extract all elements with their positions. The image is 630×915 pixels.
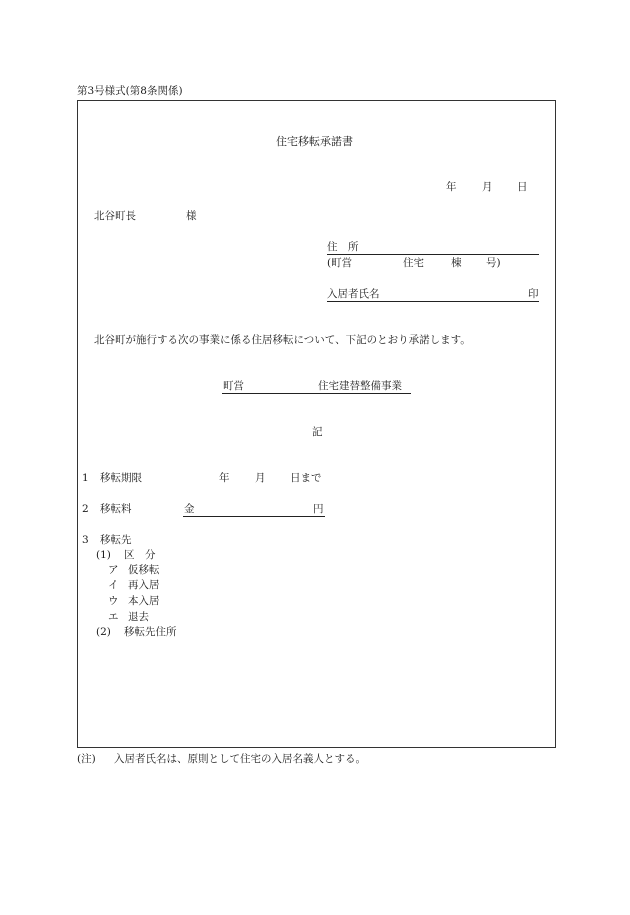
item2-yen: 円 <box>313 503 324 515</box>
note-text: 入居者氏名は、原則として住宅の入居名義人とする。 <box>114 753 366 765</box>
sub2-label: 移転先住所 <box>124 626 177 638</box>
option-label: 本入居 <box>128 595 160 607</box>
address-detail-house: 住宅 <box>403 257 424 269</box>
sub1-number: (1) <box>96 549 111 561</box>
project-suffix: 住宅建替整備事業 <box>318 380 402 392</box>
addressee-name: 北谷町長 <box>94 210 136 222</box>
sub2-number: (2) <box>96 626 111 638</box>
item1-until: 日まで <box>290 472 322 484</box>
item1-label: 移転期限 <box>100 472 142 484</box>
address-label: 住 所 <box>327 241 359 253</box>
form-number-label: 第3号様式(第8条関係) <box>77 85 183 97</box>
form-frame <box>77 100 556 748</box>
item2-number: 2 <box>82 503 89 515</box>
date-day: 日 <box>517 181 528 193</box>
seal-mark: 印 <box>528 288 539 300</box>
consent-statement: 北谷町が施行する次の事業に係る住居移転について、下記のとおり承諾します。 <box>94 334 471 346</box>
option-mark: イ <box>108 579 119 591</box>
amount-underline <box>183 516 325 517</box>
option-mark: ウ <box>108 595 119 607</box>
date-year: 年 <box>446 181 457 193</box>
item3-number: 3 <box>82 534 89 546</box>
item2-label: 移転料 <box>100 503 132 515</box>
resident-name-label: 入居者氏名 <box>327 288 380 300</box>
date-month: 月 <box>482 181 493 193</box>
option-label: 仮移転 <box>128 564 160 576</box>
item2-kin: 金 <box>184 503 195 515</box>
addressee-honorific: 様 <box>186 210 197 222</box>
sub1-label: 区 分 <box>124 549 156 561</box>
document-title: 住宅移転承諾書 <box>276 135 353 148</box>
option-mark: エ <box>108 611 119 623</box>
project-prefix: 町営 <box>223 380 244 392</box>
option-label: 再入居 <box>128 579 160 591</box>
address-detail-number: 号) <box>486 257 501 269</box>
option-label: 退去 <box>128 611 149 623</box>
item1-month: 月 <box>255 472 266 484</box>
address-detail-open: (町営 <box>327 257 353 269</box>
option-mark: ア <box>108 564 119 576</box>
address-underline <box>327 254 539 255</box>
resident-underline <box>327 301 539 302</box>
item3-label: 移転先 <box>100 534 132 546</box>
project-underline <box>222 393 411 394</box>
item1-year: 年 <box>219 472 230 484</box>
address-detail-building: 棟 <box>451 257 462 269</box>
ki-heading: 記 <box>312 426 323 438</box>
note-mark: (注) <box>77 753 96 765</box>
item1-number: 1 <box>82 472 89 484</box>
